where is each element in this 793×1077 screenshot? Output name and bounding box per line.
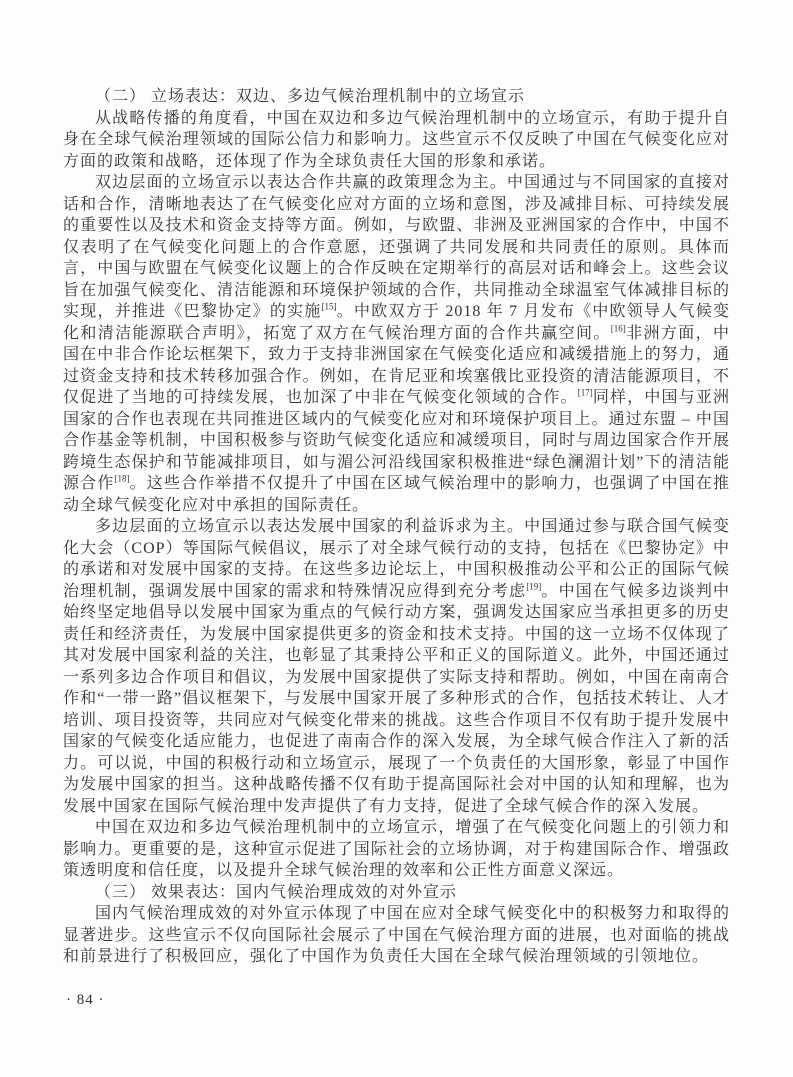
paragraph-declaration-significance: 中国在双边和多边气候治理机制中的立场宣示，增强了在气候变化问题上的引领力和影响力。更重要的是，这种宣示促进了国际社会的立场协调，对于构建国际合作、增强政策透明度和信任度，以及提升全球气候治理的效率和公正性方面意义深远。	[63, 819, 730, 879]
paragraph-domestic-governance: 国内气候治理成效的对外宣示体现了中国在应对全球气候变化中的积极努力和取得的显著进步。这些宣示不仅向国际社会展示了中国在气候治理方面的进展，也对面临的挑战和前景进行了积极回应，强化了中国作为负责任大国在全球气候治理领域的引领地位。	[63, 905, 730, 965]
page-number: · 84 ·	[66, 992, 105, 1008]
section-heading-bilateral-multilateral: （二） 立场表达：双边、多边气候治理机制中的立场宣示	[95, 88, 526, 105]
paragraph-strategic-communication: 从战略传播的角度看，中国在双边和多边气候治理机制中的立场宣示，有助于提升自身在全球气候治理领域的国际公信力和影响力。这些宣示不仅反映了中国在气候变化应对方面的政策和战略，还体现了作为全球负责任大国的形象和承诺。	[63, 109, 730, 170]
section-heading-domestic-effect: （三） 效果表达：国内气候治理成效的对外宣示	[95, 883, 458, 901]
paragraph-bilateral-declarations: 双边层面的立场宣示以表达合作共赢的政策理念为主。中国通过与不同国家的直接对话和合作，清晰地表达了在气候变化应对方面的立场和意图，涉及减排目标、可持续发展的重要性以及技术和资金支持等方面。例如，与欧盟、非洲及亚洲国家的合作中，中国不仅表明了在气候变化问题上的合作意愿，还强调了共同发展和共同责任的原则。具体而言，中国与欧盟在气候变化议题上的合作反映在定期举行的高层对话和峰会上。这些会议旨在加强气候变化、清洁能源和环境保护领域的合作，共同推动全球温室气体减排目标的实现，并推进《巴黎协定》的实施[15]。中欧双方于 2018 年 7 月发布《中欧领导人气候变化和清洁能源联合声明》，拓宽了双方在气候治理方面的合作共赢空间。[16]非洲方面，中国在中非合作论坛框架下，致力于支持非洲国家在气候变化适应和减缓措施上的努力，通过资金支持和技术转移加强合作。例如，在肯尼亚和埃塞俄比亚投资的清洁能源项目，不仅促进了当地的可持续发展，也加深了中非在气候变化领域的合作。[17]同样，中国与亚洲国家的合作也表现在共同推进区域内的气候变化应对和环境保护项目上。通过东盟 – 中国合作基金等机制，中国积极参与资助气候变化适应和减缓项目，同时与周边国家合作开展跨境生态保护和节能减排项目，如与湄公河沿线国家积极推进“绿色澜湄计划”下的清洁能源合作[18]。这些合作举措不仅提升了中国在区域气候治理中的影响力，也强调了中国在推动全球气候变化应对中承担的国际责任。	[63, 174, 730, 514]
paragraph-multilateral-declarations: 多边层面的立场宣示以表达发展中国家的利益诉求为主。中国通过参与联合国气候变化大会（COP）等国际气候倡议，展示了对全球气候行动的支持，包括在《巴黎协定》中的承诺和对发展中国家的支持。在这些多边论坛上，中国积极推动公平和公正的国际气候治理机制，强调发展中国家的需求和特殊情况应得到充分考虑[19]。中国在气候多边谈判中始终坚定地倡导以发展中国家为重点的气候行动方案，强调发达国家应当承担更多的历史责任和经济责任，为发展中国家提供更多的资金和技术支持。中国的这一立场不仅体现了其对发展中国家利益的关注，也彰显了其秉持公平和正义的国际道义。此外，中国还通过一系列多边合作项目和倡议，为发展中国家提供了实际支持和帮助。例如，中国在南南合作和“一带一路”倡议框架下，与发展中国家开展了多种形式的合作，包括技术转让、人才培训、项目投资等，共同应对气候变化带来的挑战。这些合作项目不仅有助于提升发展中国家的气候变化适应能力，也促进了南南合作的深入发展，为全球气候合作注入了新的活力。可以说，中国的积极行动和立场宣示，展现了一个负责任的大国形象，彰显了中国作为发展中国家的担当。这种战略传播不仅有助于提高国际社会对中国的认知和理解，也为发展中国家在国际气候治理中发声提供了有力支持，促进了全球气候合作的深入发展。	[63, 518, 730, 815]
document-body	[63, 86, 730, 968]
